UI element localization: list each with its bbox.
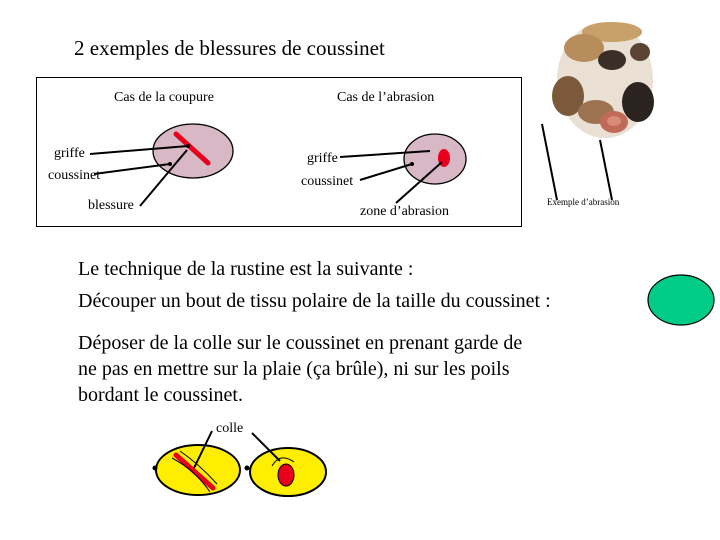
glue-left-pad — [156, 445, 240, 495]
left-arrow-tip-2 — [168, 162, 172, 166]
glue-label: colle — [216, 421, 244, 436]
left-case-heading: Cas de la coupure — [114, 90, 214, 105]
right-arrow-coussinet — [360, 164, 412, 180]
fleece-patch-shape — [648, 275, 714, 325]
left-arrow-tip-1 — [186, 144, 190, 148]
right-label-griffe: griffe — [307, 151, 338, 166]
intro-text: Le technique de la rustine est la suivante : — [78, 258, 414, 280]
glue-right-abrasion — [278, 464, 294, 486]
glue-left-dot — [153, 466, 158, 471]
photo-arrow-2 — [600, 140, 612, 200]
step2-line1: Déposer de la colle sur le coussinet en prenant garde de — [78, 332, 523, 354]
left-label-griffe: griffe — [54, 146, 85, 161]
paw-photo-illustration — [552, 22, 654, 138]
step1-text: Découper un bout de tissu polaire de la taille du coussinet : — [78, 290, 551, 312]
right-case-heading: Cas de l’abrasion — [337, 90, 435, 105]
photo-arrow-1 — [542, 124, 557, 200]
left-arrow-coussinet — [94, 164, 170, 174]
page-title: 2 exemples de blessures de coussinet — [74, 36, 385, 60]
right-pad-shape — [404, 134, 466, 184]
right-label-coussinet: coussinet — [301, 174, 354, 189]
photo-caption: Exemple d’abrasion — [547, 197, 620, 207]
right-arrow-tip — [410, 162, 414, 166]
step2-line2: ne pas en mettre sur la plaie (ça brûle), ni sur les poils — [78, 358, 510, 380]
right-label-zone: zone d’abrasion — [360, 204, 450, 219]
left-label-blessure: blessure — [88, 198, 134, 213]
left-label-coussinet: coussinet — [48, 168, 101, 183]
step2-line3: bordant le coussinet. — [78, 384, 243, 406]
glue-right-dot — [245, 466, 250, 471]
